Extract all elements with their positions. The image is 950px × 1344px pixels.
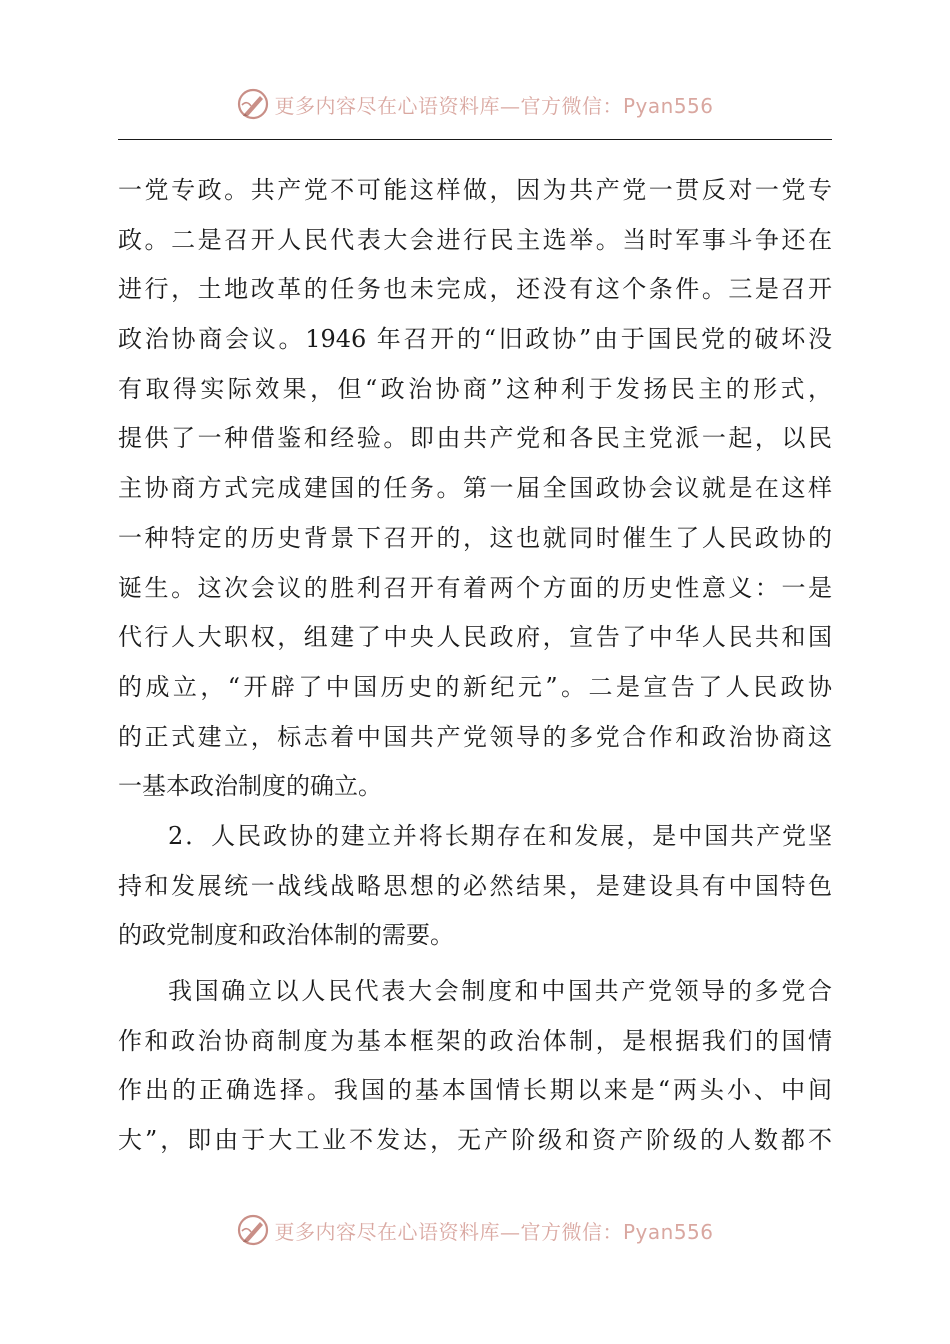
text-line: 代行人大职权，组建了中央人民政府，宣告了中华人民共和国 <box>118 623 832 652</box>
header-rule <box>118 139 832 140</box>
header-banner-text <box>274 90 713 119</box>
text-line: 政治协商会议。1946 年召开的“旧政协”由于国民党的破坏没 <box>118 325 832 354</box>
text-line: 主协商方式完成建国的任务。第一届全国政协会议就是在这样 <box>118 474 832 503</box>
text-line: 作出的正确选择。我国的基本国情长期以来是“两头小、中间 <box>118 1076 832 1105</box>
text-line: 有取得实际效果，但“政治协商”这种利于发扬民主的形式， <box>118 374 832 403</box>
text-line: 诞生。这次会议的胜利召开有着两个方面的历史性意义：一是 <box>118 573 832 602</box>
footer-banner-text <box>274 1216 713 1245</box>
text-line: 一种特定的历史背景下召开的，这也就同时催生了人民政协的 <box>118 523 832 552</box>
text-line: 大”，即由于大工业不发达，无产阶级和资产阶级的人数都不 <box>118 1126 832 1155</box>
text-line: 的政党制度和政治体制的需要。 <box>118 921 454 950</box>
text-line: 作和政治协商制度为基本框架的政治体制，是根据我们的国情 <box>118 1026 832 1055</box>
text-line: 我国确立以人民代表大会制度和中国共产党领导的多党合 <box>168 977 832 1005</box>
text-line: 政。二是召开人民代表大会进行民主选举。当时军事斗争还在 <box>118 225 832 254</box>
footer-banner-label: 更多内容尽在心语资料库—官方微信： <box>274 1219 623 1244</box>
text-line: 进行，土地改革的任务也未完成，还没有这个条件。三是召开 <box>118 275 832 304</box>
document-body <box>118 166 832 1166</box>
footer-banner-wechat-id: Pyan556 <box>622 1219 714 1244</box>
text-line: 一基本政治制度的确立。 <box>118 772 382 801</box>
footer-banner <box>0 1210 950 1250</box>
text-line: 提供了一种借鉴和经验。即由共产党和各民主党派一起，以民 <box>118 424 832 453</box>
header-banner-wechat-id: Pyan556 <box>622 93 714 118</box>
text-line: 的成立，“开辟了中国历史的新纪元”。二是宣告了人民政协 <box>118 672 832 701</box>
pen-logo-icon <box>236 1213 270 1247</box>
header-banner-label: 更多内容尽在心语资料库—官方微信： <box>274 93 623 118</box>
text-line: 2．人民政协的建立并将长期存在和发展，是中国共产党坚 <box>168 821 832 850</box>
pen-logo-icon <box>236 87 270 121</box>
text-line: 的正式建立，标志着中国共产党领导的多党合作和政治协商这 <box>118 722 832 751</box>
text-line: 持和发展统一战线战略思想的必然结果，是建设具有中国特色 <box>118 871 832 900</box>
header-banner <box>0 84 950 124</box>
text-line: 一党专政。共产党不可能这样做，因为共产党一贯反对一党专 <box>118 176 832 204</box>
